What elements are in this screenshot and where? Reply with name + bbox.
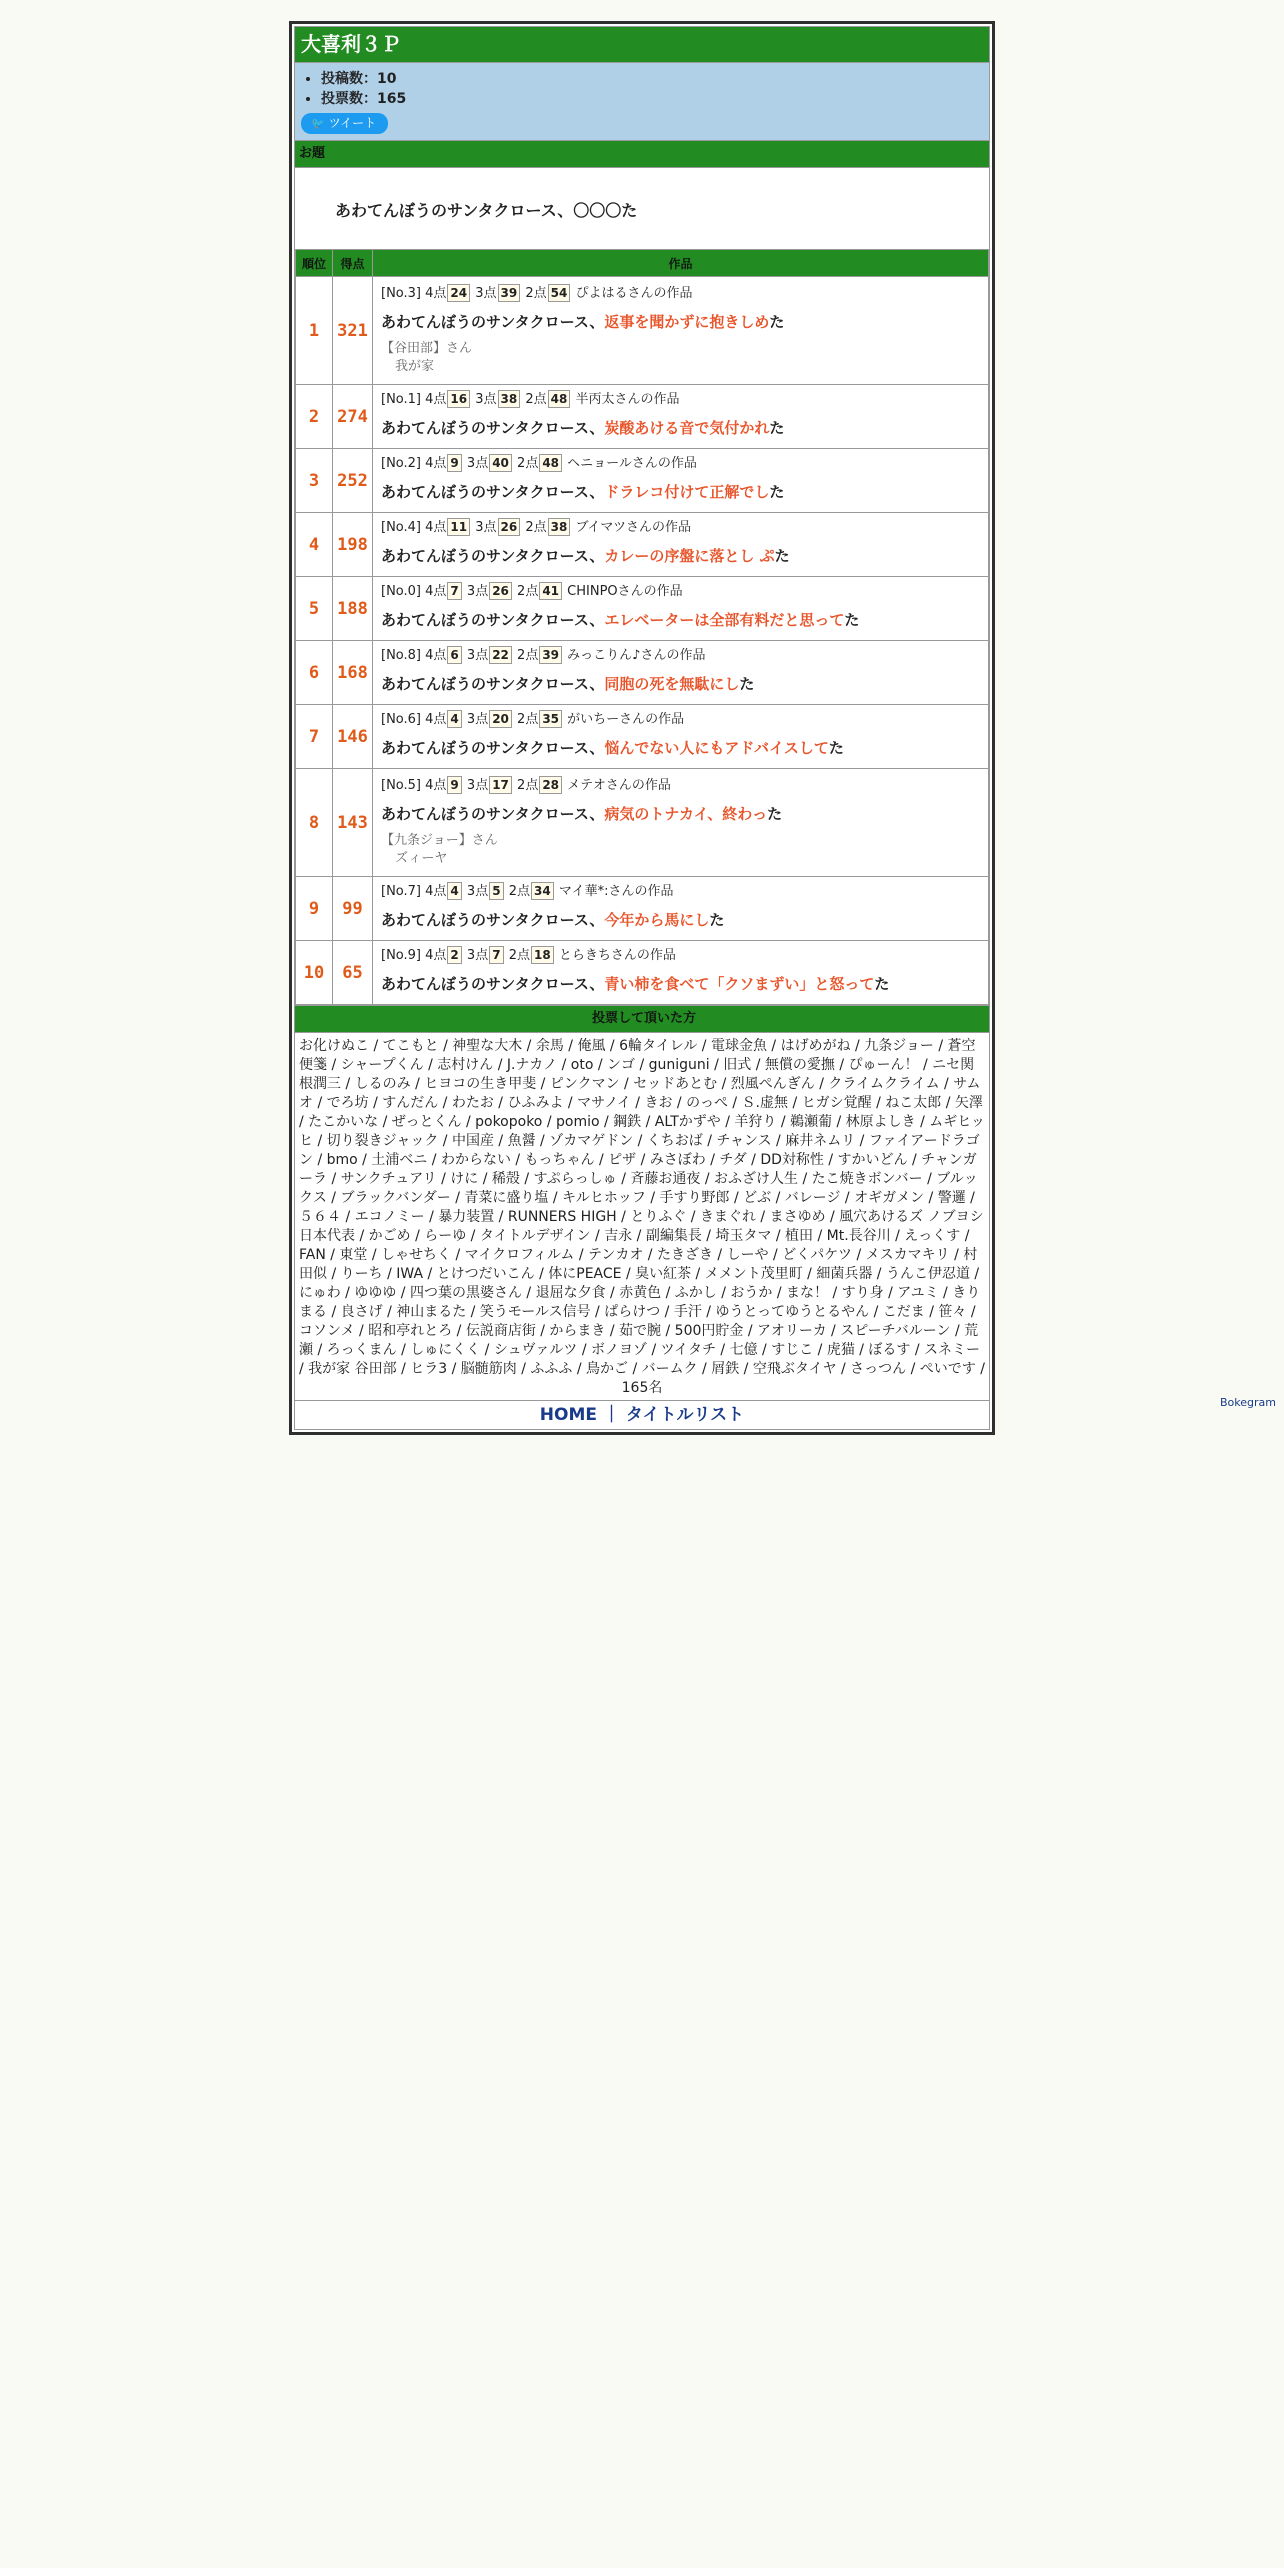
votes-3pt: 40 (489, 454, 512, 472)
score-cell: 168 (333, 641, 373, 705)
entry-answer: ドラレコ付けて正解でし (604, 482, 770, 501)
label-3pt: 3点 (466, 647, 489, 663)
label-4pt: 4点 (425, 711, 447, 727)
votes-4pt: 16 (447, 390, 470, 408)
label-2pt: 2点 (517, 455, 539, 471)
votes-2pt: 28 (539, 776, 562, 794)
odai-header: お題 (295, 140, 989, 167)
entry-line (381, 804, 982, 824)
table-row (296, 385, 989, 449)
score-cell: 188 (333, 577, 373, 641)
odai-text: あわてんぼうのサンタクロース、〇〇〇た (295, 167, 989, 249)
votes-3pt: 7 (489, 946, 503, 964)
votes-3pt: 38 (498, 390, 521, 408)
entry-meta (381, 582, 982, 602)
rank-cell: 8 (296, 769, 333, 877)
votes-2pt: 38 (548, 518, 571, 536)
entry-suffix: た (709, 910, 725, 929)
entry-meta (381, 284, 982, 304)
entry-number: [No.0] (381, 583, 421, 599)
vote-count: • 投票数：165 (321, 89, 983, 109)
votes-2pt: 18 (531, 946, 554, 964)
votes-3pt: 17 (489, 776, 512, 794)
label-2pt: 2点 (517, 583, 539, 599)
entry-prefix: あわてんぼうのサンタクロース、 (381, 546, 605, 565)
work-cell (373, 941, 989, 1005)
main-frame (289, 21, 995, 1435)
entry-author: ぴよはるさんの作品 (575, 285, 693, 301)
entry-meta (381, 882, 982, 902)
label-3pt: 3点 (466, 947, 489, 963)
table-row (296, 769, 989, 877)
table-row (296, 513, 989, 577)
entry-prefix: あわてんぼうのサンタクロース、 (381, 804, 605, 823)
entry-suffix: た (774, 546, 790, 565)
rank-cell: 4 (296, 513, 333, 577)
entry-number: [No.5] (381, 777, 421, 793)
score-cell: 198 (333, 513, 373, 577)
bokegram-credit-link[interactable]: Bokegram (1220, 1396, 1276, 1409)
entry-prefix: あわてんぼうのサンタクロース、 (381, 312, 605, 331)
entry-prefix: あわてんぼうのサンタクロース、 (381, 910, 605, 929)
votes-4pt: 4 (447, 710, 461, 728)
table-row (296, 277, 989, 385)
entry-answer: カレーの序盤に落とし ぷ (604, 546, 775, 565)
entry-answer: 同胞の死を無駄にし (604, 674, 740, 693)
table-row (296, 641, 989, 705)
work-cell (373, 277, 989, 385)
votes-4pt: 6 (447, 646, 461, 664)
entry-line (381, 974, 982, 994)
score-cell: 99 (333, 877, 373, 941)
label-3pt: 3点 (466, 883, 489, 899)
work-cell (373, 641, 989, 705)
votes-4pt: 2 (447, 946, 461, 964)
table-header-row (296, 250, 989, 277)
entry-answer: 悩んでない人にもアドバイスして (604, 738, 829, 757)
score-cell: 252 (333, 449, 373, 513)
entry-comment (381, 832, 982, 868)
comment-body: ズィーヤ (395, 850, 448, 866)
tweet-label: ツイート (328, 116, 377, 130)
label-2pt: 2点 (517, 711, 539, 727)
entry-suffix: た (739, 674, 755, 693)
label-4pt: 4点 (425, 285, 447, 301)
entry-line (381, 910, 982, 930)
votes-2pt: 39 (539, 646, 562, 664)
votes-2pt: 34 (531, 882, 554, 900)
entry-author: CHINPOさんの作品 (567, 583, 683, 599)
rank-cell: 3 (296, 449, 333, 513)
entry-line (381, 418, 982, 438)
votes-3pt: 22 (489, 646, 512, 664)
votes-3pt: 5 (489, 882, 503, 900)
col-work: 作品 (373, 250, 989, 277)
entry-number: [No.6] (381, 711, 421, 727)
score-cell: 321 (333, 277, 373, 385)
label-4pt: 4点 (425, 391, 447, 407)
label-2pt: 2点 (508, 947, 530, 963)
tweet-button[interactable] (301, 113, 388, 134)
entry-meta (381, 454, 982, 474)
label-4pt: 4点 (425, 947, 447, 963)
col-score: 得点 (333, 250, 373, 277)
entry-author: とらきちさんの作品 (558, 947, 676, 963)
label-3pt: 3点 (475, 519, 497, 535)
post-count: • 投稿数：10 (321, 69, 983, 89)
entry-author: マイ華*:さんの作品 (558, 883, 674, 899)
voters-list: お化けぬこ / てこもと / 神聖な大木 / 余馬 / 俺風 / 6輪タイレル / 電球金魚 / はげめがね / 九条ジョー / 蒼空便箋 / シャープくん / 志村けん / J.ナカノ / oto / ンゴ / guniguni / 旧式 / 無償の愛撫 / ぴゅーん！ / ニセ関根潤三 / しるのみ / ヒヨコの生き甲斐 / ピンクマン / セッドあとむ / 烈風ぺんぎん / クライムクライム / サムオ / でろ坊 / すんだん / わたお / ひふみよ / マサノイ / きお / のっぺ / Ｓ.虚無 / ヒガシ覚醒 / ねこ太郎 / 矢澤 / たこかいな / ぜっとくん / pokopoko / pomio / 鋼鉄 / ALTかずや / 羊狩り / 鵜瀬葡 / 林原よしき / ムギヒッヒ / 切り裂きジャック / 中国産 / 魚醤 / ゾカマゲドン / くちおば / チャンス / 麻井ネムリ / ファイアードラゴン / bmo / 土浦ベニ / わからない / もっちゃん / ピザ / みさぼわ / チダ / DD対称性 / すかいどん / チャンガーラ / サンクチュアリ / けに / 稀殻 / すぷらっしゅ / 斉藤お通夜 / おふざけ人生 / たこ焼きボンバー / ブルックス / ブラックバンダー / 青菜に盛り塩 / キルヒホッフ / 手すり野郎 / どぶ / バレージ / オギガメン / 警邏 / ５６４ / エコノミー / 暴力装置 / RUNNERS HIGH / とりふぐ / きまぐれ / まさゆめ / 風穴あけるズ ノブヨシ日本代表 / かごめ / らーゆ / タイトルデザイン / 吉永 / 副編集長 / 埼玉タマ / 植田 / Mt.長谷川 / えっくす / FAN / 東堂 / しゃせちく / マイクロフィルム / テンカオ / たきざき / しーや / どくパケツ / メスカマキリ / 村田似 / りーち / IWA / とけつだいこん / 体にPEACE / 臭い紅茶 / メメント茂里町 / 細菌兵器 / うんこ伊忍道 / にゅわ / ゆゆゆ / 四つ葉の黒婆さん / 退屈な夕食 / 赤黄色 / ふかし / おうか / まな！ / すり身 / アユミ / きりまる / 良さげ / 神山まるた / 笑うモールス信号 / ぱらけつ / 手汗 / ゆうとってゆうとるやん / こだま / 笹々 / コソンメ / 昭和亭れとろ / 伝説商店街 / からまき / 茹で腕 / 500円貯金 / アオリーカ / スピーチバルーン / 荒瀬 / ろっくまん / しゅにくく / シュヴァルツ / ボノヨゾ / ツイタチ / 七億 / すじこ / 虎猫 / ぼるす / スネミー / 我が家 谷田部 / ヒラ3 / 脳髄筋肉 / ふふふ / 鳥かご / バームク / 屑鉄 / 空飛ぶタイヤ / さっつん / ぺいです / (299, 1038, 985, 1377)
stats-list (301, 69, 983, 109)
entry-suffix: た (828, 738, 844, 757)
votes-3pt: 39 (498, 284, 521, 302)
entry-prefix: あわてんぼうのサンタクロース、 (381, 738, 605, 757)
entry-meta (381, 776, 982, 796)
label-4pt: 4点 (425, 647, 447, 663)
page-title: 大喜利３Ｐ (295, 27, 989, 62)
voters-panel (295, 1032, 989, 1400)
table-row (296, 941, 989, 1005)
votes-2pt: 54 (548, 284, 571, 302)
entry-line (381, 312, 982, 332)
comment-body: 我が家 (395, 358, 435, 374)
label-3pt: 3点 (466, 711, 489, 727)
label-2pt: 2点 (525, 391, 547, 407)
label-3pt: 3点 (466, 455, 489, 471)
votes-4pt: 7 (447, 582, 461, 600)
votes-2pt: 35 (539, 710, 562, 728)
entry-answer: 返事を聞かずに抱きしめ (604, 312, 770, 331)
entry-line (381, 738, 982, 758)
entry-answer: 炭酸あける音で気付かれ (604, 418, 770, 437)
title-list-link[interactable]: タイトルリスト (625, 1405, 745, 1425)
entry-meta (381, 518, 982, 538)
entry-number: [No.2] (381, 455, 421, 471)
label-4pt: 4点 (425, 455, 447, 471)
entry-number: [No.9] (381, 947, 421, 963)
score-cell: 146 (333, 705, 373, 769)
label-4pt: 4点 (425, 777, 447, 793)
votes-4pt: 24 (447, 284, 470, 302)
label-2pt: 2点 (525, 285, 547, 301)
work-cell (373, 449, 989, 513)
comment-author: 【谷田部】さん (381, 340, 473, 356)
work-cell (373, 769, 989, 877)
label-2pt: 2点 (517, 647, 539, 663)
work-cell (373, 385, 989, 449)
twitter-bird-icon: 🐦 (311, 117, 325, 130)
work-cell (373, 577, 989, 641)
work-cell (373, 513, 989, 577)
ranking-body (296, 277, 989, 1005)
entry-author: がいちーさんの作品 (567, 711, 685, 727)
entry-suffix: た (769, 482, 785, 501)
work-cell (373, 877, 989, 941)
entry-suffix: た (844, 610, 860, 629)
votes-3pt: 26 (489, 582, 512, 600)
voters-count: 165名 (621, 1380, 663, 1396)
entry-line (381, 482, 982, 502)
entry-comment (381, 340, 982, 376)
entry-suffix: た (769, 418, 785, 437)
table-row (296, 877, 989, 941)
votes-4pt: 4 (447, 882, 461, 900)
entry-line (381, 674, 982, 694)
ranking-table (295, 249, 989, 1005)
table-row (296, 449, 989, 513)
label-4pt: 4点 (425, 583, 447, 599)
label-2pt: 2点 (525, 519, 547, 535)
votes-4pt: 9 (447, 776, 461, 794)
entry-answer: 病気のトナカイ、終わっ (604, 804, 768, 823)
score-cell: 143 (333, 769, 373, 877)
label-3pt: 3点 (466, 583, 489, 599)
entry-meta (381, 646, 982, 666)
entry-author: ヘニョールさんの作品 (567, 455, 697, 471)
entry-suffix: た (874, 974, 890, 993)
entry-meta (381, 946, 982, 966)
label-4pt: 4点 (425, 883, 447, 899)
score-cell: 274 (333, 385, 373, 449)
entry-answer: エレベーターは全部有料だと思って (604, 610, 845, 629)
rank-cell: 7 (296, 705, 333, 769)
entry-author: ブイマツさんの作品 (575, 519, 691, 535)
entry-prefix: あわてんぼうのサンタクロース、 (381, 974, 605, 993)
votes-2pt: 41 (539, 582, 562, 600)
entry-number: [No.3] (381, 285, 421, 301)
rank-cell: 1 (296, 277, 333, 385)
entry-author: 半丙太さんの作品 (575, 391, 680, 407)
entry-answer: 青い柿を食べて「クソまずい」と怒って (604, 974, 875, 993)
label-2pt: 2点 (517, 777, 539, 793)
rank-cell: 2 (296, 385, 333, 449)
entry-suffix: た (769, 312, 785, 331)
entry-number: [No.7] (381, 883, 421, 899)
stats-panel (295, 62, 989, 140)
votes-4pt: 9 (447, 454, 461, 472)
label-3pt: 3点 (466, 777, 489, 793)
entry-meta (381, 710, 982, 730)
votes-3pt: 26 (498, 518, 521, 536)
label-3pt: 3点 (475, 391, 497, 407)
entry-prefix: あわてんぼうのサンタクロース、 (381, 674, 605, 693)
entry-author: メテオさんの作品 (567, 777, 671, 793)
rank-cell: 9 (296, 877, 333, 941)
work-cell (373, 705, 989, 769)
votes-3pt: 20 (489, 710, 512, 728)
entry-author: みっこりん♪さんの作品 (567, 647, 706, 663)
rank-cell: 10 (296, 941, 333, 1005)
nav-separator: ｜ (602, 1405, 620, 1425)
footer-nav (295, 1400, 989, 1429)
home-link[interactable]: HOME (539, 1405, 598, 1425)
votes-2pt: 48 (539, 454, 562, 472)
entry-line (381, 610, 982, 630)
score-cell: 65 (333, 941, 373, 1005)
rank-cell: 5 (296, 577, 333, 641)
entry-meta (381, 390, 982, 410)
entry-suffix: た (767, 804, 783, 823)
entry-prefix: あわてんぼうのサンタクロース、 (381, 610, 605, 629)
label-2pt: 2点 (508, 883, 530, 899)
entry-number: [No.4] (381, 519, 421, 535)
entry-number: [No.1] (381, 391, 421, 407)
content-box (294, 26, 990, 1430)
comment-author: 【九条ジョー】さん (381, 832, 498, 848)
entry-prefix: あわてんぼうのサンタクロース、 (381, 482, 605, 501)
table-row (296, 577, 989, 641)
table-row (296, 705, 989, 769)
entry-answer: 今年から馬にし (604, 910, 710, 929)
entry-prefix: あわてんぼうのサンタクロース、 (381, 418, 605, 437)
label-3pt: 3点 (475, 285, 497, 301)
rank-cell: 6 (296, 641, 333, 705)
votes-4pt: 11 (447, 518, 470, 536)
label-4pt: 4点 (425, 519, 447, 535)
votes-2pt: 48 (548, 390, 571, 408)
voters-header: 投票して頂いた方 (295, 1005, 989, 1032)
entry-line (381, 546, 982, 566)
entry-number: [No.8] (381, 647, 421, 663)
col-rank: 順位 (296, 250, 333, 277)
